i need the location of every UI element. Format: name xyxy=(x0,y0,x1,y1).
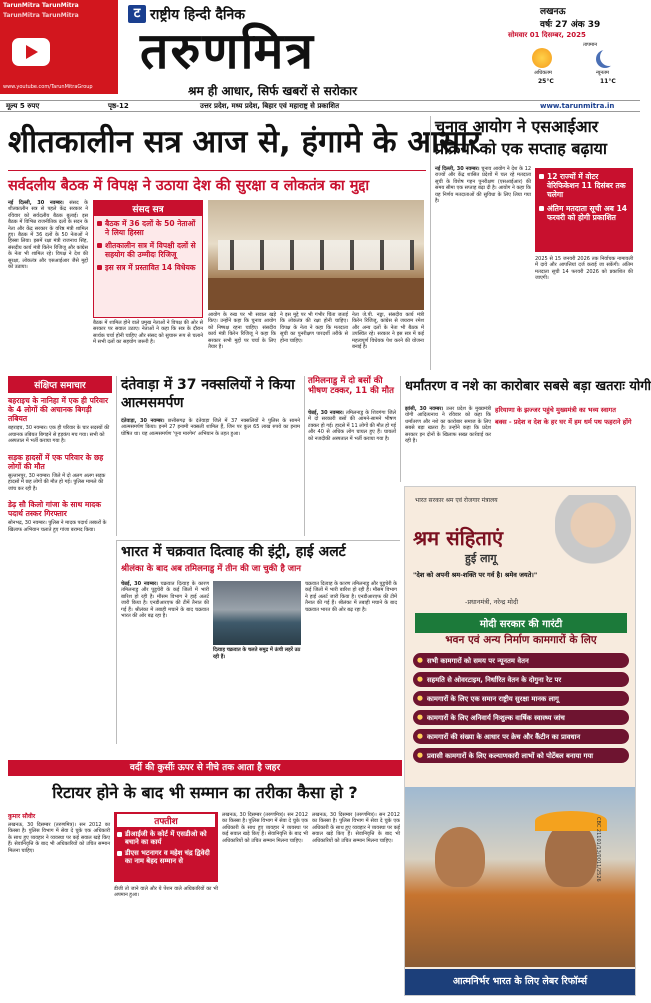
lead-col-5: नेता जे.पी. नड्डा, संसदीय कार्य मंत्री किरेन रिजिजू, कांग्रेस से जयराम रमेश और अन्य दलों के नेता भी बैठक में उपस्थित रहे। सरकार ने इस सत्र में कई महत्वपूर्ण विधेयक पेश करने की योजना बनाई है। xyxy=(352,312,424,351)
samachar-item: बहराइच के नानिहा में एक ही परिवार के 4 लोगों की अचानक बिगड़ी तबियत बहराइच, 30 नवम्बर। एक ही परिवार के चार सदस्यों की अचानक तबियत बिगड़ने से हड़कंप मच गया। सभी को अस्पताल में भर्ती कराया गया है। xyxy=(8,396,110,444)
editions: उत्तर प्रदेश, मध्य प्रदेश, बिहार एवं महाराष्ट्र से प्रकाशित xyxy=(200,102,340,110)
tafteesh-title: तफ्तीश xyxy=(117,814,215,827)
cyclone-body: चक्रवात दित्वाह के कारण तमिलनाडु और पुडुचेरी के कई जिलों में भारी बारिश हो रही है। मौसम विभाग ने हाई अलर्ट जारी किया है। एनडीआरएफ की टीमें तैनात की गई हैं। श्रीलंका में तबाही मचाने के बाद चक्रवात भारत की ओर बढ़ रहा है। xyxy=(121,581,210,620)
lead-col-2: बैठक में शामिल होने वाले प्रमुख नेताओं ने विपक्ष की ओर से सरकार पर सवाल उठाए। नेताओं ने कहा कि सत्र के दौरान सार्थक चर्चा होनी चाहिए और संसद को सुचारू रूप से चलाने में सभी दलों का सहयोग जरूरी है। xyxy=(93,320,203,346)
ec-factbox-item: अंतिम मतदाता सूची अब 14 फरवरी को होगी प्रकाशित xyxy=(547,204,628,222)
ad-point: ● कामगारों के लिए अनिवार्य निःशुल्क वार्षिक स्वास्थ्य जांच xyxy=(413,710,629,725)
tn-bus-body: तमिलनाडु के शिवगंगा जिले में दो सरकारी बसों की आमने-सामने भीषण टक्कर हो गई। हादसे में 11 लोगों की मौत हो गई और 40 से अधिक लोग घायल हुए हैं। घायलों को नजदीकी अस्पताल में भर्ती कराया गया है। xyxy=(308,410,396,442)
cyclone-story: भारत में चक्रवात दित्वाह की इंट्री, हाई अलर्ट श्रीलंका के बाद अब तमिलनाडु में तीन की जा चुकी है जान चेन्नई, 30 नवम्बर। चक्रवात दित्वाह के कारण तमिलनाडु और पुडुचेरी के कई जिलों में भारी बारिश हो रही है। मौसम विभाग ने हाई अलर्ट जारी किया है। एनडीआरएफ की टीमें तैनात की गई हैं। श्रीलंका में तबाही मचाने के बाद चक्रवात भारत की ओर बढ़ रहा है। दित्वाह चक्रवात के चलते समुद्र में ऊंची लहरें उठ रही हैं। चक्रवात दित्वाह के कारण तमिलनाडु और पुडुचेरी के कई जिलों में भारी बारिश हो रही है। मौसम विभाग ने हाई अलर्ट जारी किया है। एनडीआरएफ की टीमें तैनात की गई हैं। श्रीलंका में तबाही मचाने के बाद चक्रवात भारत की ओर बढ़ रहा है। xyxy=(116,540,400,744)
lead-subhead: सर्वदलीय बैठक में विपक्ष ने उठाया देश की सुरक्षा व लोकतंत्र का मुद्दा xyxy=(8,178,370,194)
lead-photo-meeting xyxy=(208,200,424,310)
naxal-story xyxy=(116,376,300,536)
ad-point: ● कामगारों के लिए एक समान राष्ट्रीय सुरक्षा मानक लागू xyxy=(413,691,629,706)
temp-max-label: अधिकतम xyxy=(534,70,552,76)
conversion-story: धर्मांतरण व नशे का कारोबार सबसे बड़ा खतराः योगी झांसी, 30 नवम्बर। उत्तर प्रदेश के मुख्यमंत्री योगी आदित्यनाथ ने रविवार को कहा कि धर्मांतरण और नशे का कारोबार समाज के लिए सबसे बड़ा खतरा है। उन्होंने कहा कि प्रदेश सरकार इन दोनों के खिलाफ सख्त कार्रवाई कर रही है। हरियाणा के झज्जर पहुंचे मुख्यमंत्री का भव्य स्वागत बक्स - प्रदेश व देश के हर घर में हम धर्म पथ फहराने होंगे xyxy=(400,376,636,482)
masthead xyxy=(0,0,640,113)
lead-body: संसद के शीतकालीन सत्र से पहले केंद्र सरकार ने रविवार को सर्वदलीय बैठक बुलाई। इस बैठक में विभिन्न राजनीतिक दलों के सदन के नेता और केंद्र सरकार के वरिष्ठ मंत्री शामिल हुए। बैठक में 36 दलों के 50 नेताओं ने हिस्सा लिया। इसमें रक्षा मंत्री राजनाथ सिंह, संसदीय कार्य मंत्री किरेन रिजिजू और कांग्रेस के नेता भी शामिल रहे। विपक्ष ने देश की सुरक्षा, लोकतंत्र और एसआईआर जैसे मुद्दों को उठाया। xyxy=(8,200,88,271)
ad-attribution: -प्रधानमंत्री, नरेन्द्र मोदी xyxy=(465,598,519,606)
lead-divider xyxy=(8,170,426,171)
moon-icon xyxy=(600,48,618,66)
price: मूल्य 5 रुपए xyxy=(6,102,40,110)
youtube-play-icon[interactable] xyxy=(12,38,50,66)
lead-dateline: नई दिल्ली, 30 नवम्बर। xyxy=(8,200,64,206)
city: लखनऊ xyxy=(540,7,566,17)
tafteesh-box xyxy=(114,812,218,882)
ad-subtitle: हुई लागू xyxy=(465,552,497,565)
samachar-item: सड़क हादसों में एक परिवार के छह लोगों की मौत सुल्तानपुर, 30 नवम्बर। जिले में दो अलग अलग सड़क हादसों में छह लोगों की मौत हो गई। पुलिस मामले की जांच कर रही है। xyxy=(8,452,106,492)
tafteesh-item: डीआईजी के कोर्ट में एसडीओ को बचाने का कार्य xyxy=(125,830,207,846)
retire-headline: रिटायर होने के बाद भी सम्मान का तरीका कैसा हो ? xyxy=(52,783,358,802)
cyclone-subhead: श्रीलंका के बाद अब तमिलनाडु में तीन की जा चुकी है जान xyxy=(121,564,302,574)
conversion-body: उत्तर प्रदेश के मुख्यमंत्री योगी आदित्यनाथ ने रविवार को कहा कि धर्मांतरण और नशे का कारोबार समाज के लिए सबसे बड़ा खतरा है। उन्होंने कहा कि प्रदेश सरकार इन दोनों के खिलाफ सख्त कार्रवाई कर रही है। xyxy=(405,406,491,445)
ad-guarantee: मोदी सरकार की गारंटी xyxy=(415,613,627,633)
cyclone-headline: भारत में चक्रवात दित्वाह की इंट्री, हाई अलर्ट xyxy=(121,544,346,560)
tn-bus-story: तमिलनाडु में दो बसों की भीषण टक्कर, 11 की मौत चेन्नई, 30 नवम्बर। तमिलनाडु के शिवगंगा जिले में दो सरकारी बसों की आमने-सामने भीषण टक्कर हो गई। हादसे में 11 लोगों की मौत हो गई और 40 से अधिक लोग घायल हुए हैं। घायलों को नजदीकी अस्पताल में भर्ती कराया गया है। xyxy=(304,376,396,536)
lead-col-3: आयोग के रुख पर भी सवाल खड़े किए। उन्होंने कहा कि चुनाव आयोग को निष्पक्ष रहना चाहिए। संसदीय कार्य मंत्री किरेन रिजिजू ने कहा कि सरकार सभी मुद्दों पर चर्चा के लिए तैयार है। xyxy=(208,312,276,351)
temp-min: 11°C xyxy=(600,78,616,85)
conversion-related: हरियाणा के झज्जर पहुंचे मुख्यमंत्री का भव्य स्वागत बक्स - प्रदेश व देश के हर घर में हम धर्म पथ फहराने होंगे xyxy=(495,406,632,426)
samachar-item: डेढ़ सौ किलो गांजा के साथ मादक पदार्थ तस्कर गिरफ्तार सोनभद्र, 30 नवम्बर। पुलिस ने मादक पदार्थ तस्करों के खिलाफ अभियान चलाते हुए गांजा बरामद किया। xyxy=(8,500,107,533)
lead-headline: शीतकालीन सत्र आज से, हंगामे के आसार xyxy=(8,124,481,160)
website[interactable]: www.tarunmitra.in xyxy=(540,102,615,110)
weather-label: तापमान xyxy=(583,42,598,48)
ad-guarantee-sub: भवन एवं अन्य निर्माण कामगारों के लिए xyxy=(445,634,597,646)
tn-bus-headline: तमिलनाडु में दो बसों की भीषण टक्कर, 11 की मौत xyxy=(308,376,394,396)
sun-icon xyxy=(532,48,552,68)
factbox-title: संसद सत्र xyxy=(94,201,202,216)
ad-title: श्रम संहिताएं xyxy=(413,526,504,550)
samachar-column xyxy=(8,376,112,756)
naxal-body: छत्तीसगढ़ के दंतेवाड़ा जिले में 37 नक्सलियों ने पुलिस के सामने आत्मसमर्पण किया। इनमें 27 इनामी नक्सली शामिल हैं, जिन पर कुल 65 लाख रुपये का इनाम घोषित था। यह आत्मसमर्पण 'पूना मारगेम' अभियान के तहत हुआ। xyxy=(121,418,300,437)
lead-factbox xyxy=(93,200,203,318)
paper-title: तरुणमित्र xyxy=(140,21,315,80)
ec-factbox-item: 12 राज्यों में वोटर वेरिफिकेशन 11 दिसंबर तक चलेगा xyxy=(547,172,626,199)
ad-point: ● सहमति से ओवरटाइम, निर्धारित वेतन के दोगुना रेट पर xyxy=(413,672,629,687)
ad-footer: आत्मनिर्भर भारत के लिए लेबर रिफॉर्म्स xyxy=(405,969,635,995)
cyclone-caption: दित्वाह चक्रवात के चलते समुद्र में ऊंची लहरें उठ रही हैं। xyxy=(213,647,301,660)
cyclone-photo xyxy=(213,581,301,645)
ad-quote: "देश को अपनी श्रम-शक्ति पर गर्व है। श्रमेव जयते।" xyxy=(413,571,538,579)
temp-max: 25°C xyxy=(538,78,554,85)
ad-ministry: भारत सरकार श्रम एवं रोजगार मंत्रालय xyxy=(415,497,498,504)
conversion-headline: धर्मांतरण व नशे का कारोबार सबसे बड़ा खतराः योगी xyxy=(405,379,651,394)
tafteesh-item: डीएस भटनागर व महेश चंद्र द्विवेदी का नाम बेहद सम्मान से xyxy=(125,849,210,865)
naxal-dateline: दंतेवाड़ा, 30 नवम्बर। xyxy=(121,418,165,424)
factbox-item: इस सत्र में प्रस्तावित 14 विधेयक xyxy=(97,263,199,272)
retire-body: लखनऊ, 30 दिसम्बर (तरुणमित्र)। सन 2012 का किस्सा है। पुलिस विभाग में सेवा दे चुके एक अधिकारी के साथ हुए व्यवहार ने व्यवस्था पर कई सवाल खड़े किए हैं। सेवानिवृत्ति के बाद भी अधिकारियों को उचित सम्मान मिलना चाहिए। xyxy=(8,822,110,854)
lead-col-4: ने इस मुद्दे पर भी गंभीर चिंता जताई कि लोकतंत्र की रक्षा होनी चाहिए। विपक्ष के नेता ने कहा कि मतदाता सूची का पुनरीक्षण पारदर्शी तरीके से होना चाहिए। xyxy=(280,312,348,344)
info-bar xyxy=(0,100,640,112)
pages: पृष्ठ-12 xyxy=(108,102,129,110)
retire-kicker: वर्दी की कुर्सीः ऊपर से नीचे तक आता है जहर xyxy=(8,760,402,776)
temp-min-label: न्यूनतम xyxy=(596,70,609,76)
youtube-channel-label: TarunMitra TarunMitra xyxy=(3,2,79,9)
factbox-item: शीतकालीन सत्र में विपक्षी दलों से सहयोग की उम्मीदः रिजिजू xyxy=(97,241,199,259)
youtube-url[interactable]: www.youtube.com/TarunMitraGroup xyxy=(3,84,93,90)
youtube-promo[interactable]: TarunMitra TarunMitra TarunMitra TarunMitra www.youtube.com/TarunMitraGroup xyxy=(0,0,118,94)
slogan: श्रम ही आधार, सिर्फ खबरों से सरोकार xyxy=(188,84,358,98)
volume: वर्षः 27 अंक 39 xyxy=(540,20,601,30)
shram-ad[interactable] xyxy=(404,486,636,996)
ad-point: ● कामगारों की संख्या के आधार पर क्रेच और कैंटीन का प्रावधान xyxy=(413,729,629,744)
ec-body-left: नई दिल्ली, 30 नवम्बर। चुनाव आयोग ने देश के 12 राज्यों और केंद्र शासित प्रदेशों में चल रहे मतदाता सूची के विशेष गहन पुनरीक्षण (एसआईआर) की समय सीमा एक सप्ताह बढ़ा दी है। आयोग ने कहा कि यह निर्णय मतदाताओं की सुविधा के लिए लिया गया है। xyxy=(435,166,531,205)
date: सोमवार 01 दिसम्बर, 2025 xyxy=(508,31,586,39)
ec-factbox xyxy=(535,168,633,252)
lead-col-1 xyxy=(8,200,88,344)
retire-col-3: लखनऊ, 30 दिसम्बर (तरुणमित्र)। सन 2012 का किस्सा है। पुलिस विभाग में सेवा दे चुके एक अधिकारी के साथ हुए व्यवहार ने व्यवस्था पर कई सवाल खड़े किए हैं। सेवानिवृत्ति के बाद भी अधिकारियों को उचित सम्मान मिलना चाहिए। xyxy=(222,812,308,844)
ad-point: ● प्रवासी कामगारों के लिए कल्याणकारी लाभों को पोर्टेबल बनाया गया xyxy=(413,748,629,763)
ec-headline: चुनाव आयोग ने एसआईआर प्रक्रिया को एक सप्ताह बढ़ाया xyxy=(435,117,608,158)
samachar-title: संक्षिप्त समाचार xyxy=(8,376,112,393)
retire-col-2: डीजी तो जाने वाले और ये पेंशन वाले अधिकारियों का भी अपमान हुआ। xyxy=(114,886,218,899)
ec-body-right: 2025 से 15 जनवरी 2026 तक निर्वाचक नामावली में दावे और आपत्तियां दर्ज कराई जा सकेंगी। अंतिम मतदाता सूची 14 फरवरी 2026 को प्रकाशित की जाएगी। xyxy=(535,256,633,282)
ad-points xyxy=(413,653,629,763)
retire-byline: कुमार सौवीर xyxy=(8,813,36,820)
ec-sidebar xyxy=(430,116,636,370)
naxal-headline: दंतेवाड़ा में 37 नक्सलियों ने किया आत्मसमर्पण xyxy=(121,377,295,411)
ad-point: ● सभी कामगारों को समय पर न्यूनतम वेतन xyxy=(413,653,629,668)
retire-col-4: लखनऊ, 30 दिसम्बर (तरुणमित्र)। सन 2012 का किस्सा है। पुलिस विभाग में सेवा दे चुके एक अधिकारी के साथ हुए व्यवहार ने व्यवस्था पर कई सवाल खड़े किए हैं। सेवानिवृत्ति के बाद भी अधिकारियों को उचित सम्मान मिलना चाहिए। xyxy=(312,812,400,844)
logo-badge-icon: ट xyxy=(128,5,146,23)
ad-code: CBC 21101/13/0011/2526 xyxy=(595,817,601,882)
ad-pm-portrait xyxy=(555,495,631,581)
tagline-top: राष्ट्रीय हिन्दी दैनिक xyxy=(150,7,246,23)
factbox-item: बैठक में 36 दलों के 50 नेताओं ने लिया हिस्सा xyxy=(97,219,199,237)
